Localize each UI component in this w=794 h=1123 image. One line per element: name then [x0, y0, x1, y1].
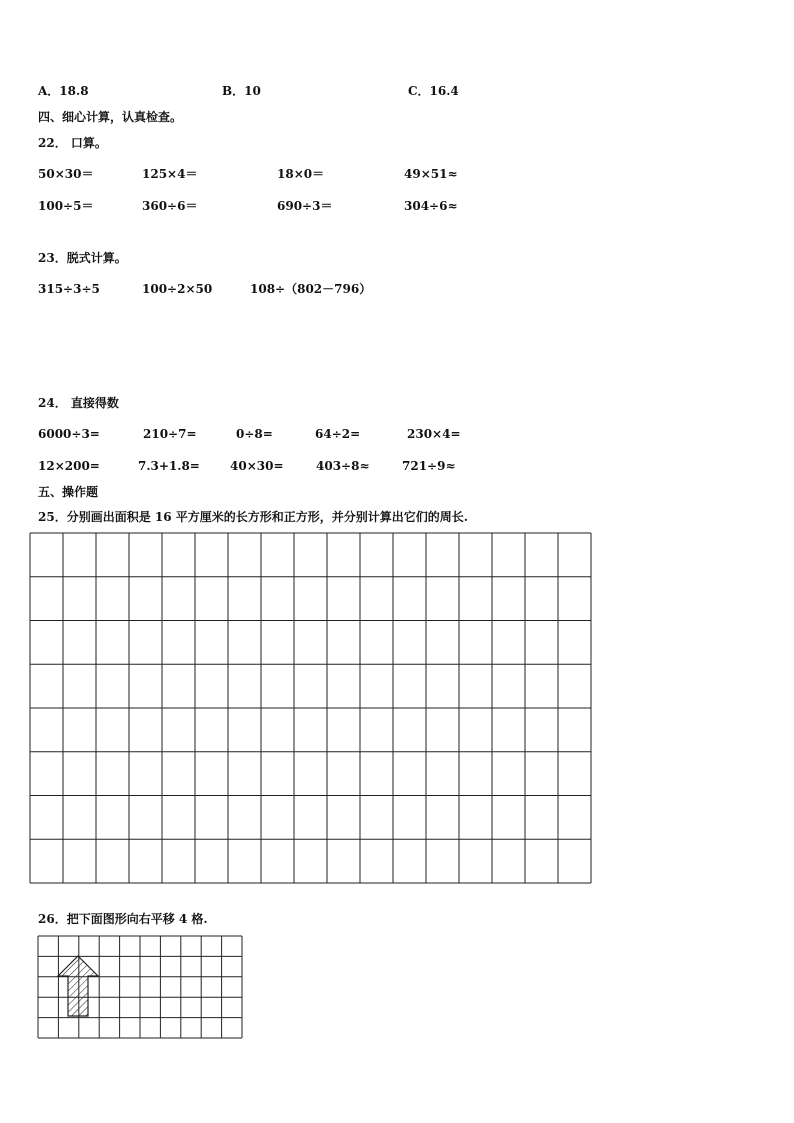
q22-item: 304÷6≈: [404, 199, 458, 213]
q25-title: 25．分别画出面积是 16 平方厘米的长方形和正方形，并分别计算出它们的周长.: [38, 510, 468, 524]
q22-item: 690÷3＝: [277, 199, 333, 213]
q22-title: 22． 口算。: [38, 136, 107, 150]
q24-title: 24． 直接得数: [38, 396, 119, 410]
q22-item: 100÷5＝: [38, 199, 94, 213]
choice-b: B．10: [222, 84, 261, 98]
q24-item: 230×4=: [407, 427, 461, 441]
q25-grid-lines: [30, 533, 591, 883]
q22-item: 49×51≈: [404, 167, 458, 181]
q26-title: 26．把下面图形向右平移 4 格.: [38, 912, 208, 926]
q23-item: 315÷3÷5: [38, 282, 100, 296]
arrow-figure: [58, 956, 98, 1016]
q26-translation-grid: [38, 936, 242, 1038]
q23-item: 108÷（802－796）: [250, 282, 372, 296]
q24-item: 210÷7=: [143, 427, 197, 441]
q22-item: 50×30＝: [38, 167, 94, 181]
q24-item: 721÷9≈: [402, 459, 456, 473]
choice-a: A．18.8: [38, 84, 89, 98]
q23-title: 23．脱式计算。: [38, 251, 127, 265]
q22-item: 18×0＝: [277, 167, 325, 181]
section5-title: 五、操作题: [38, 485, 99, 499]
section4-title: 四、细心计算，认真检查。: [38, 110, 183, 124]
choice-c: C．16.4: [408, 84, 459, 98]
q24-item: 0÷8=: [236, 427, 273, 441]
q24-item: 6000÷3=: [38, 427, 100, 441]
q22-item: 360÷6＝: [142, 199, 198, 213]
q24-item: 12×200=: [38, 459, 100, 473]
q24-item: 7.3+1.8=: [138, 459, 200, 473]
q24-item: 40×30=: [230, 459, 284, 473]
q24-item: 403÷8≈: [316, 459, 370, 473]
q23-item: 100÷2×50: [142, 282, 213, 296]
q24-item: 64÷2=: [315, 427, 361, 441]
q22-item: 125×4＝: [142, 167, 198, 181]
q25-drawing-grid: [30, 533, 591, 883]
